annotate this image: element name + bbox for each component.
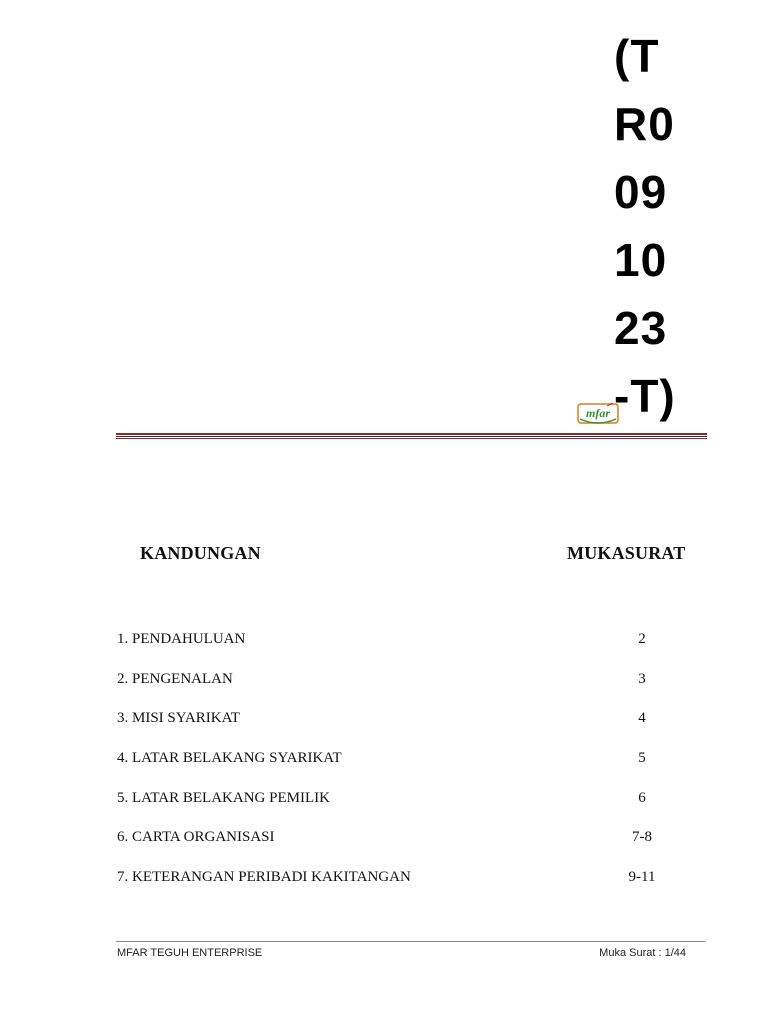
footer-company-name: MFAR TEGUH ENTERPRISE <box>117 947 263 959</box>
toc-item-title: 5. LATAR BELAKANG PEMILIK <box>117 789 330 806</box>
mfar-logo-icon <box>577 401 619 427</box>
toc-row <box>117 631 677 671</box>
toc-heading-page: MUKASURAT <box>567 543 686 563</box>
registration-line: -T) <box>614 370 676 422</box>
registration-number <box>614 22 694 430</box>
toc-item-title: 2. PENGENALAN <box>117 670 233 687</box>
toc-item-title: 3. MISI SYARIKAT <box>117 710 240 727</box>
toc-row <box>117 671 677 711</box>
toc-row <box>117 750 677 790</box>
toc-row <box>117 869 677 909</box>
toc-item-title: 6. CARTA ORGANISASI <box>117 829 275 846</box>
toc-item-title: 1. PENDAHULUAN <box>117 631 246 647</box>
footer-page-number: Muka Surat : 1/44 <box>599 947 686 959</box>
toc-row <box>117 829 677 869</box>
toc-item-page: 3 <box>638 670 646 687</box>
header-divider <box>116 433 707 439</box>
toc-item-page: 4 <box>638 710 646 727</box>
registration-line: R0 <box>614 98 675 150</box>
toc-item-title: 7. KETERANGAN PERIBADI KAKITANGAN <box>117 869 411 886</box>
table-of-contents <box>117 631 677 909</box>
toc-item-page: 2 <box>638 631 646 647</box>
registration-line: 10 <box>614 234 668 286</box>
registration-line: 23 <box>614 302 668 354</box>
toc-item-title: 4. LATAR BELAKANG SYARIKAT <box>117 750 342 767</box>
toc-heading-contents: KANDUNGAN <box>140 543 261 563</box>
toc-item-page: 9-11 <box>628 869 656 886</box>
toc-item-page: 7-8 <box>632 829 652 846</box>
toc-item-page: 6 <box>638 789 646 806</box>
registration-line: (T <box>614 30 660 82</box>
toc-item-page: 5 <box>638 750 646 767</box>
footer-divider <box>116 941 705 942</box>
svg-text:mfar: mfar <box>586 406 610 420</box>
toc-row <box>117 790 677 830</box>
registration-line: 09 <box>614 166 668 218</box>
toc-row <box>117 710 677 750</box>
